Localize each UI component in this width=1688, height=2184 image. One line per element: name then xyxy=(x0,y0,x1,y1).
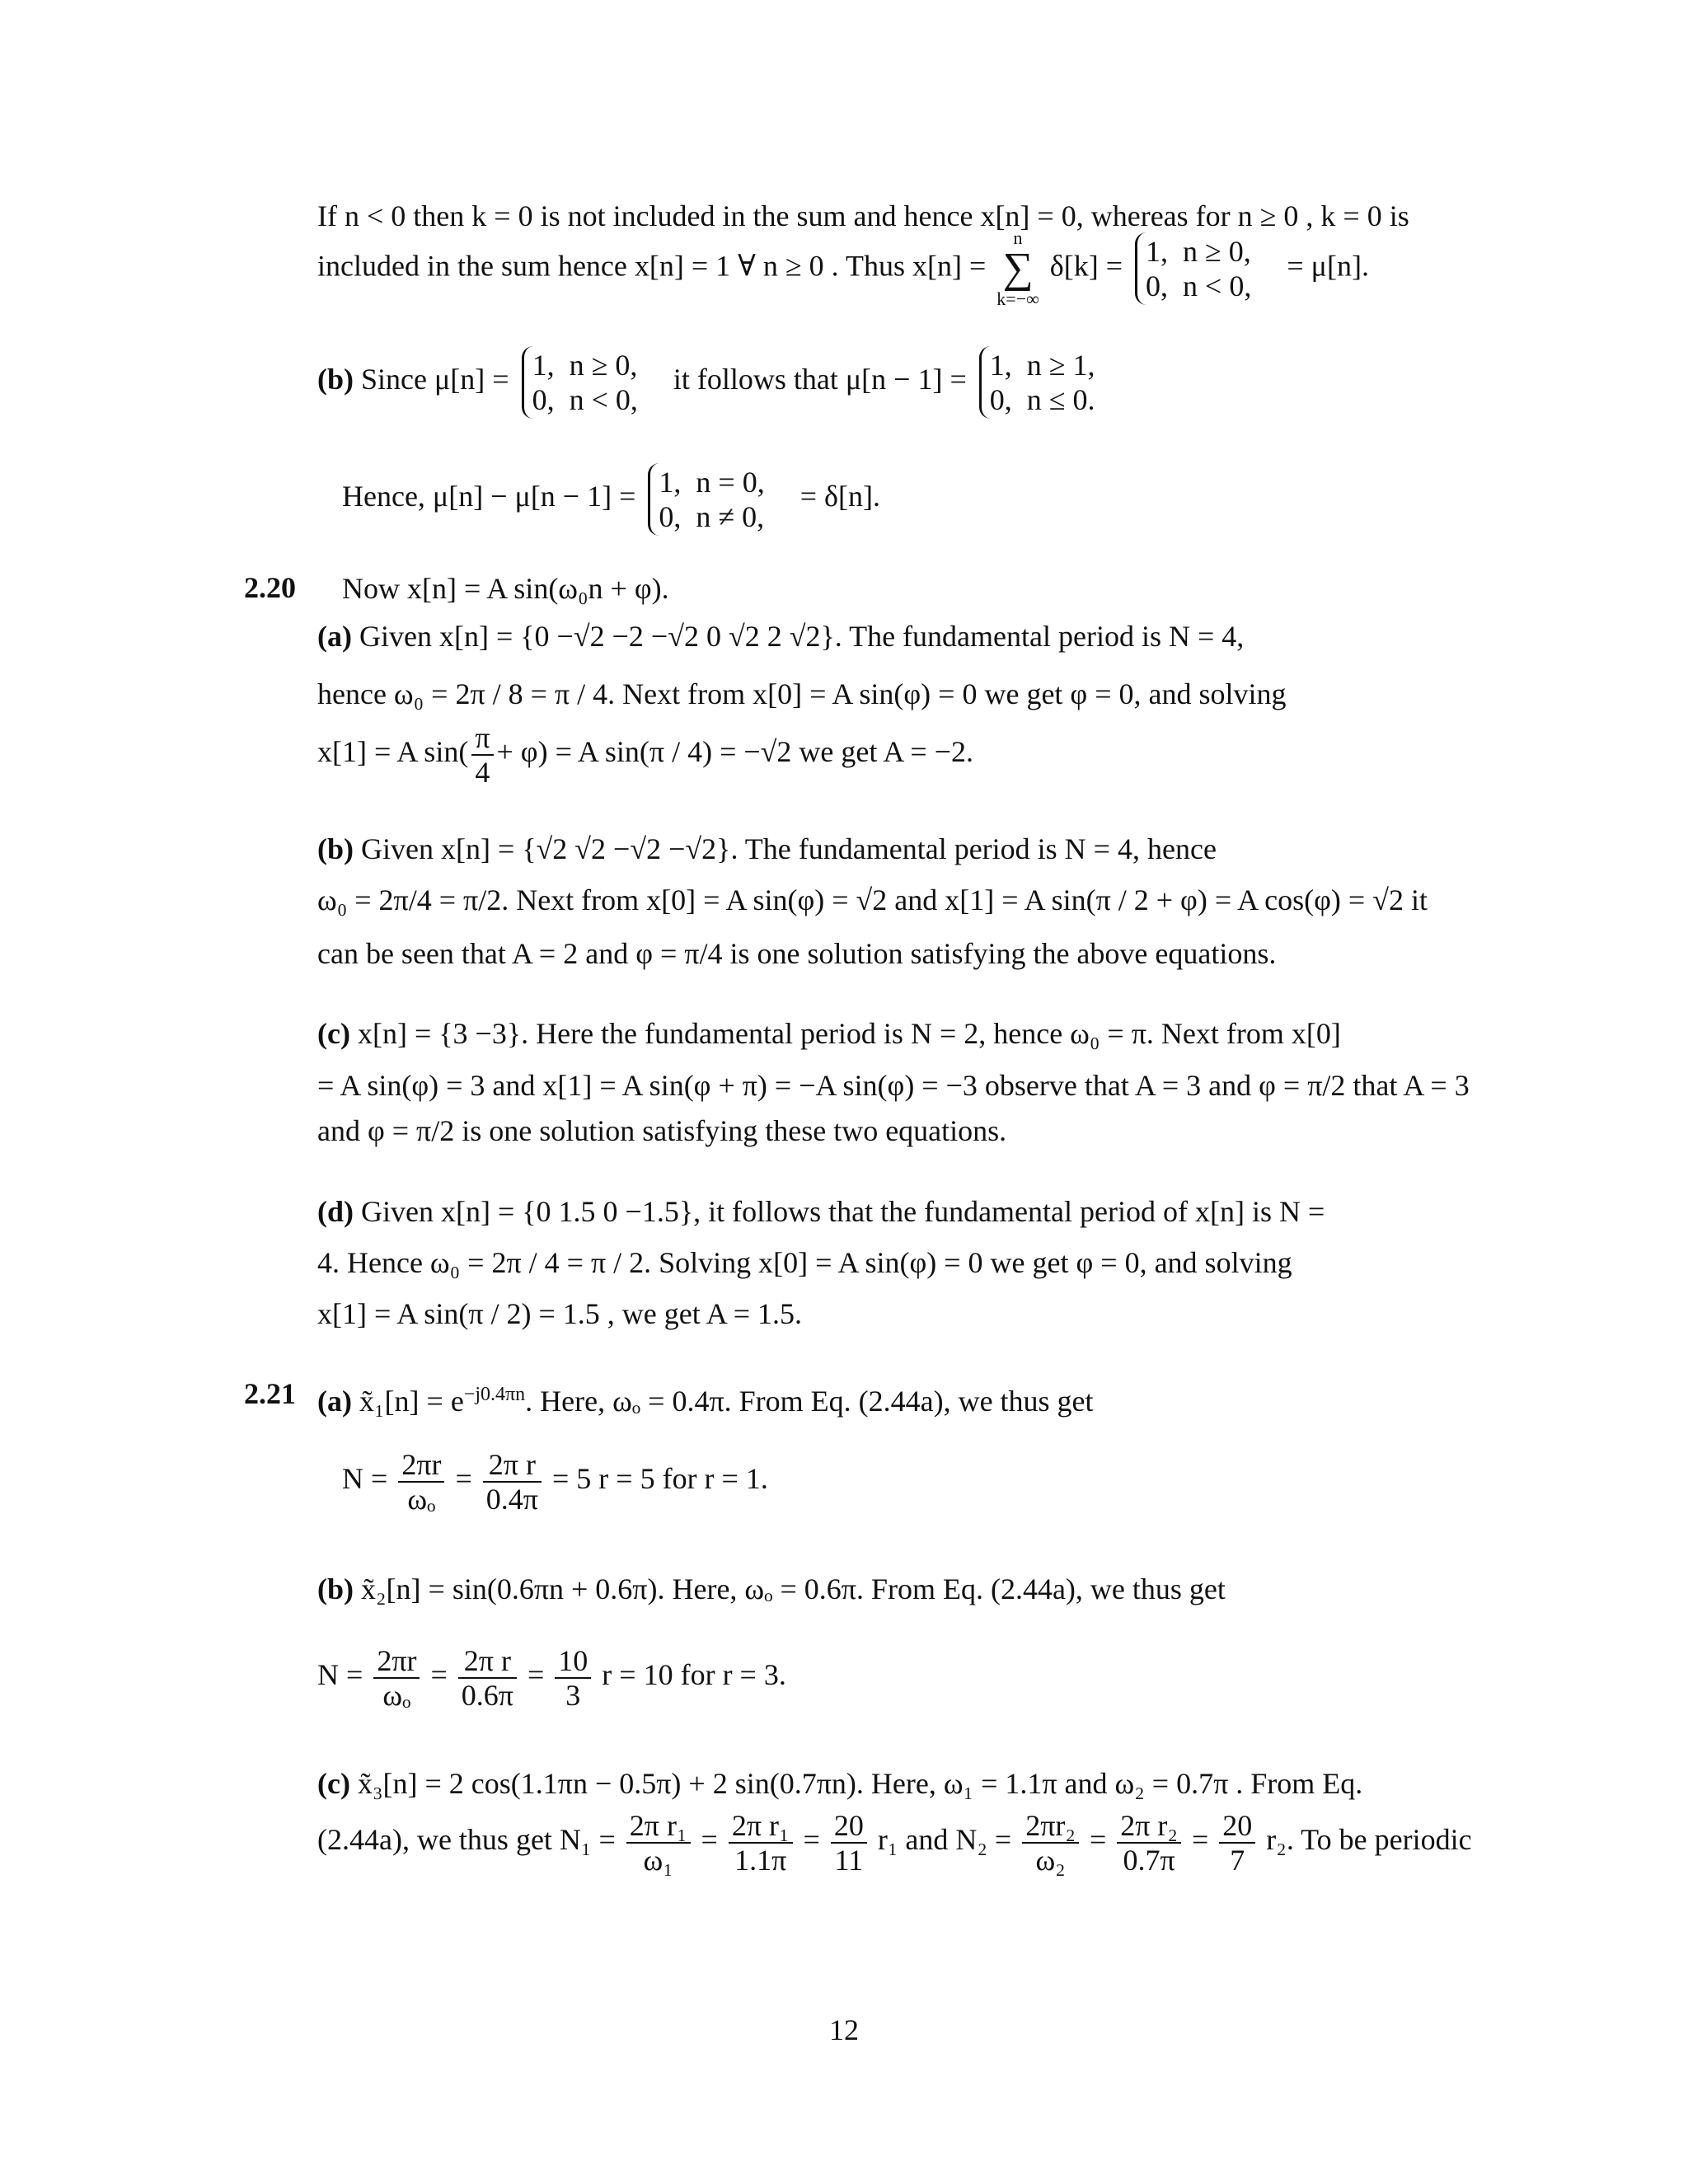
case-value: 1, xyxy=(532,348,555,382)
eq-text: x̃₂[n] = sin(0.6πn + 0.6π). Here, ωₒ = 0.6π. From Eq. (2.44a), we thus get xyxy=(361,1572,1226,1605)
hence-line xyxy=(342,460,880,536)
fraction xyxy=(398,1448,444,1516)
eq-text: r = 10 for r = 3. xyxy=(602,1658,786,1691)
numerator: 2π r xyxy=(483,1448,542,1483)
part-b-since-line xyxy=(317,343,1123,419)
intro-result: = μ[n]. xyxy=(1287,249,1369,283)
numerator: 2πr xyxy=(398,1448,444,1483)
numerator: 2π r₁ xyxy=(729,1809,793,1844)
part-b-line-1 xyxy=(317,831,1217,867)
summation-operator xyxy=(996,229,1039,308)
fraction xyxy=(373,1644,420,1712)
case-condition: n < 0, xyxy=(569,382,638,416)
eq-text: N = xyxy=(317,1658,363,1691)
part-d-line-1 xyxy=(317,1193,1325,1230)
fraction xyxy=(626,1809,691,1877)
problem-number: 2.21 xyxy=(244,1377,296,1410)
problem-title: Now x[n] = A sin(ω₀n + φ). xyxy=(342,572,669,605)
intro-delta: δ[k] = xyxy=(1049,249,1123,283)
fraction xyxy=(831,1809,867,1877)
part-label: (a) xyxy=(317,1385,352,1418)
sum-lower-limit: k=−∞ xyxy=(996,288,1039,309)
case-value: 0, xyxy=(659,499,682,533)
part-label: (d) xyxy=(317,1195,354,1228)
p221-part-b-line xyxy=(317,1571,1226,1607)
fraction xyxy=(1117,1809,1181,1877)
fraction xyxy=(1219,1809,1255,1877)
eq-text: N = xyxy=(342,1462,388,1495)
p221-part-a-line xyxy=(317,1376,1094,1419)
eq-text: r₂. To be periodic xyxy=(1266,1823,1472,1856)
part-a-line-3 xyxy=(317,717,973,789)
part-b-text: Given x[n] = {√2 √2 −√2 −√2}. The fundamental period is N = 4, hence xyxy=(361,832,1217,865)
p221-b-equation: N = $\frac{2\pi r}{\text{ωₒ}}$ = $\frac{\text{2π r}}{0.6\pi}$ = $\frac{10}{3}$ r = 10 for r = 3. xyxy=(317,1643,786,1712)
eq-text: = 5 r = 5 for r = 1. xyxy=(551,1462,768,1495)
case-value: 0, xyxy=(1146,269,1169,302)
numerator: 2π r₁ xyxy=(626,1809,691,1844)
problem-number: 2.20 xyxy=(244,571,296,604)
case-condition: n ≠ 0, xyxy=(696,499,765,533)
part-label: (a) xyxy=(317,620,352,653)
fraction xyxy=(483,1448,542,1516)
numerator: 2πr xyxy=(373,1644,420,1679)
case-value: 1, xyxy=(1146,235,1169,268)
p221-part-c-line xyxy=(317,1765,1362,1802)
mu-cases xyxy=(522,346,661,419)
exponent: −j0.4πn xyxy=(463,1384,526,1405)
denominator: 3 xyxy=(565,1678,581,1712)
part-c-line-1 xyxy=(317,1015,1341,1052)
case-value: 0, xyxy=(532,382,555,416)
hence-text: Hence, μ[n] − μ[n − 1] = xyxy=(342,480,636,513)
denominator: 11 xyxy=(834,1843,864,1877)
eq-text: . Here, ωₒ = 0.4π. From Eq. (2.44a), we thus get xyxy=(525,1385,1094,1418)
part-c-line-2: = A sin(φ) = 3 and x[1] = A sin(φ + π) = −A sin(φ) = −3 observe that A = 3 and φ = π/2 that A = 3 xyxy=(317,1069,1470,1102)
case-condition: n ≤ 0. xyxy=(1026,382,1095,416)
sum-upper-limit: n xyxy=(1013,227,1023,248)
case-condition: n < 0, xyxy=(1183,269,1252,302)
part-label: (b) xyxy=(317,832,354,865)
page-number: 12 xyxy=(829,2013,859,2046)
denominator: 4 xyxy=(475,755,490,789)
part-label: (c) xyxy=(317,1017,350,1050)
denominator: ωₒ xyxy=(382,1678,411,1712)
case-value: 1, xyxy=(659,465,682,499)
denominator: 7 xyxy=(1230,1843,1245,1877)
case-condition: n ≥ 0, xyxy=(569,348,638,382)
intro-line-1: If n < 0 then k = 0 is not included in the sum and hence x[n] = 0, whereas for n ≥ 0 , k = 0 is xyxy=(317,199,1409,232)
hence-cases xyxy=(648,463,787,536)
p221-a-equation: N = $\frac{2\pi r}{\text{ωₒ}}$ = $\frac{\text{2π r}}{0.4\pi}$ = 5 r = 5 for r = 1. xyxy=(342,1447,768,1516)
denominator: 0.6π xyxy=(461,1678,513,1712)
part-a-text: Given x[n] = {0 −√2 −2 −√2 0 √2 2 √2}. The fundamental period is N = 4, xyxy=(359,620,1245,653)
denominator: 1.1π xyxy=(734,1843,787,1877)
fraction xyxy=(471,721,493,789)
fraction xyxy=(555,1644,591,1712)
case-condition: n = 0, xyxy=(696,465,765,499)
mu-shift-cases xyxy=(979,346,1118,419)
part-a-line-1 xyxy=(317,618,1244,654)
denominator: ω₂ xyxy=(1035,1843,1066,1877)
denominator: 0.4π xyxy=(485,1482,538,1516)
p221-c-equation: (2.44a), we thus get N₁ = $\frac{\text{2π r₁}}{\text{ω₁}}$ = $\frac{\text{2π r₁}}{1.1\pi}$ = $\frac{20}{11}$ r₁ and N₂ = $\frac{\text{2πr₂}}{\text{ω₂}}$ = $\frac{\text{2π r₂}}{0.7\pi}$ = $\frac{20}{7}$ r₂. To be periodic xyxy=(317,1808,1472,1877)
part-label: (b) xyxy=(317,363,354,396)
intro-line-2 xyxy=(317,229,1369,308)
numerator: 20 xyxy=(1219,1809,1255,1844)
part-b-text-b: it follows that μ[n − 1] = xyxy=(673,363,967,396)
intro-cases xyxy=(1135,232,1274,305)
part-a-line-2: hence ω₀ = 2π / 8 = π / 4. Next from x[0] = A sin(φ) = 0 we get φ = 0, and solving xyxy=(317,677,1287,710)
numerator: 2πr₂ xyxy=(1022,1809,1079,1844)
case-value: 0, xyxy=(989,382,1012,416)
numerator: 2π r xyxy=(458,1644,517,1679)
eq-text: x̃₃[n] = 2 cos(1.1πn − 0.5π) + 2 sin(0.7πn). Here, ω₁ = 1.1π and ω₂ = 0.7π . From Eq. xyxy=(357,1767,1363,1800)
part-c-line-3: and φ = π/2 is one solution satisfying these two equations. xyxy=(317,1114,1007,1147)
part-b-text-a: Since μ[n] = xyxy=(361,363,509,396)
denominator: ω₁ xyxy=(643,1843,673,1877)
case-condition: n ≥ 1, xyxy=(1026,348,1095,382)
eq-text: x̃₁[n] = e xyxy=(359,1385,464,1418)
hence-result: = δ[n]. xyxy=(799,480,880,513)
numerator: 2π r₂ xyxy=(1117,1809,1181,1844)
part-b-line-3: can be seen that A = 2 and φ = π/4 is one solution satisfying the above equations. xyxy=(317,937,1277,970)
eq-text: x[1] = A sin( xyxy=(317,735,469,768)
numerator: 10 xyxy=(555,1644,591,1679)
fraction xyxy=(1022,1809,1079,1877)
denominator: ωₒ xyxy=(407,1482,436,1516)
case-condition: n ≥ 0, xyxy=(1183,235,1251,268)
fraction xyxy=(729,1809,793,1877)
eq-text: + φ) = A sin(π / 4) = −√2 we get A = −2. xyxy=(496,735,974,768)
numerator: π xyxy=(471,721,493,756)
part-d-line-3: x[1] = A sin(π / 2) = 1.5 , we get A = 1.5. xyxy=(317,1297,803,1330)
case-value: 1, xyxy=(989,348,1012,382)
part-b-line-2: ω₀ = 2π/4 = π/2. Next from x[0] = A sin(φ) = √2 and x[1] = A sin(π / 2 + φ) = A cos(φ) = √2 it xyxy=(317,883,1428,916)
sigma-symbol: ∑ xyxy=(1002,245,1034,292)
intro-line-2-text: included in the sum hence x[n] = 1 ∀ n ≥ 0 . Thus x[n] = xyxy=(317,249,987,283)
numerator: 20 xyxy=(831,1809,867,1844)
eq-text: (2.44a), we thus get N₁ = xyxy=(317,1823,616,1856)
denominator: 0.7π xyxy=(1123,1843,1175,1877)
part-d-line-2: 4. Hence ω₀ = 2π / 4 = π / 2. Solving x[0] = A sin(φ) = 0 we get φ = 0, and solving xyxy=(317,1246,1292,1279)
part-d-text: Given x[n] = {0 1.5 0 −1.5}, it follows that the fundamental period of x[n] is N = xyxy=(361,1195,1325,1228)
part-label: (c) xyxy=(317,1767,350,1800)
part-label: (b) xyxy=(317,1572,354,1605)
eq-text: r₁ and N₂ = xyxy=(877,1823,1012,1856)
part-c-text: x[n] = {3 −3}. Here the fundamental period is N = 2, hence ω₀ = π. Next from x[0] xyxy=(357,1017,1341,1050)
fraction xyxy=(458,1644,517,1712)
